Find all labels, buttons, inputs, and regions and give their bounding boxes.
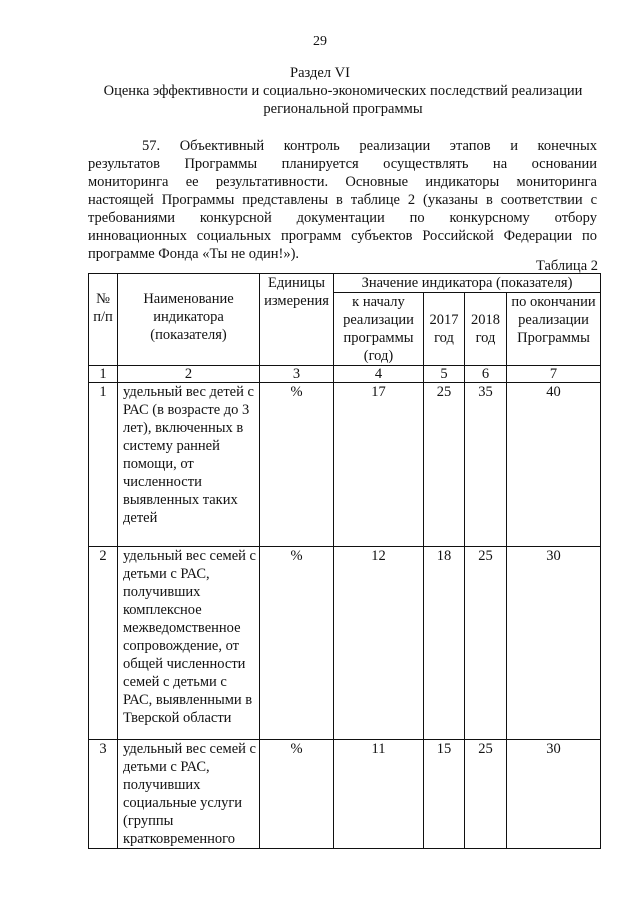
column-number: 5 <box>424 366 465 383</box>
row-start: 12 <box>334 547 424 740</box>
header-name: Наименование индикатора (показателя) <box>118 274 260 366</box>
table-row <box>89 547 601 740</box>
column-number: 3 <box>260 366 334 383</box>
row-num: 1 <box>89 383 118 547</box>
row-name: удельный вес детей с РАС (в возрасте до 3 лет), включенных в систему ранней помощи, от численности выявленных таких детей <box>118 383 260 547</box>
section-title-line: Оценка эффективности и социально-экономических последствий реализации <box>103 83 583 99</box>
row-2018: 35 <box>465 383 507 547</box>
row-2017: 18 <box>424 547 465 740</box>
row-num: 3 <box>89 740 118 849</box>
table-row <box>89 740 601 849</box>
paragraph-57 <box>88 137 597 263</box>
row-2017: 15 <box>424 740 465 849</box>
row-end: 30 <box>507 740 601 849</box>
paragraph-line: результатов Программы планируется осуществлять на основании <box>88 156 597 172</box>
column-number: 2 <box>118 366 260 383</box>
row-end: 40 <box>507 383 601 547</box>
row-num: 2 <box>89 547 118 740</box>
column-number: 6 <box>465 366 507 383</box>
column-number: 1 <box>89 366 118 383</box>
section-title <box>88 82 598 118</box>
row-name: удельный вес семей с детьми с РАС, получивших социальные услуги (группы кратковременного <box>118 740 260 849</box>
header-2018: 2018 год <box>465 293 507 366</box>
paragraph-line: настоящей Программы представлены в таблице 2 (указаны в соответствии с <box>88 192 597 208</box>
page-number: 29 <box>313 34 327 49</box>
section-heading: Раздел VI <box>290 65 350 81</box>
table-caption: Таблица 2 <box>535 258 598 274</box>
header-start: к началу реализации программы (год) <box>334 293 424 366</box>
paragraph-line: программе Фонда «Ты не один!»). <box>88 246 300 262</box>
header-2017: 2017 год <box>424 293 465 366</box>
row-start: 17 <box>334 383 424 547</box>
row-unit: % <box>260 740 334 849</box>
paragraph-line: мониторинга ее результативности. Основные индикаторы мониторинга <box>88 174 597 190</box>
row-2018: 25 <box>465 547 507 740</box>
indicators-table <box>88 273 601 849</box>
header-group: Значение индикатора (показателя) <box>334 274 601 293</box>
header-end: по окончании реализации Программы <box>507 293 601 366</box>
column-number: 7 <box>507 366 601 383</box>
header-unit: Единицы измерения <box>260 274 334 366</box>
paragraph-line: инновационных социальных программ субъектов Российской Федерации по <box>88 228 597 244</box>
row-2017: 25 <box>424 383 465 547</box>
row-end: 30 <box>507 547 601 740</box>
row-2018: 25 <box>465 740 507 849</box>
paragraph-line: требованиями конкурсной документации по конкурсному отбору <box>88 210 597 226</box>
column-number-row <box>89 366 601 383</box>
header-num: № п/п <box>89 274 118 366</box>
section-title-line: региональной программы <box>263 101 423 117</box>
row-unit: % <box>260 383 334 547</box>
row-unit: % <box>260 547 334 740</box>
column-number: 4 <box>334 366 424 383</box>
row-start: 11 <box>334 740 424 849</box>
paragraph-line: 57. Объективный контроль реализации этапов и конечных <box>142 138 597 154</box>
row-name: удельный вес семей с детьми с РАС, получивших комплексное межведомственное сопровождение, от общей численности семей с детьми с РАС, выявленными в Тверской области <box>118 547 260 740</box>
table-row <box>89 383 601 547</box>
